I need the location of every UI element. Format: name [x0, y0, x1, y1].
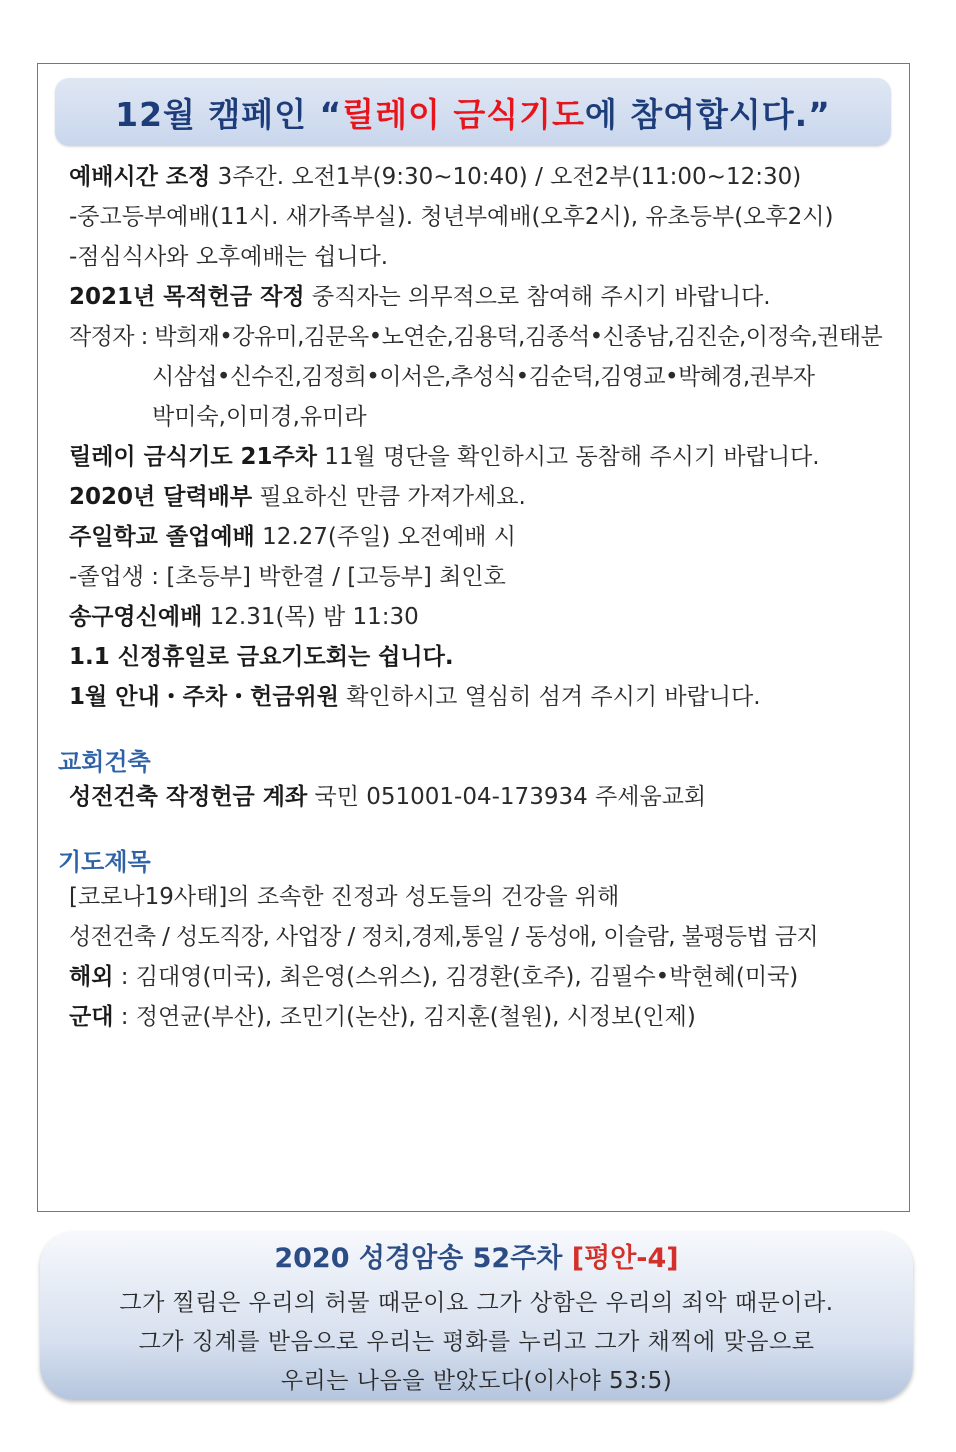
- prayer-line-overseas: 해외 : 김대영(미국), 최은영(스위스), 김경환(호주), 김필수•박현혜(미국): [69, 964, 799, 990]
- bulletin-frame: [37, 63, 910, 1212]
- notice-worship-youth: -중고등부예배(11시. 새가족부실). 청년부예배(오후2시), 유초등부(오후2시): [69, 204, 834, 230]
- notice-worship-lunch: -점심식사와 오후예배는 쉽니다.: [69, 244, 389, 270]
- notice-calendar: 2020년 달력배부 필요하신 만큼 가져가세요.: [69, 484, 526, 510]
- prayer-line-military: 군대 : 정연균(부산), 조민기(논산), 김지훈(철원), 시정보(인제): [69, 1004, 696, 1030]
- notice-graduation: 주일학교 졸업예배 12.27(주일) 오전예배 시: [69, 524, 517, 550]
- notice-offering-names-1: 작정자 : 박희재•강유미,김문옥•노연순,김용덕,김종석•신종남,김진순,이정숙,권태분: [69, 324, 883, 350]
- notice-worship-time: 예배시간 조정 3주간. 오전1부(9:30~10:40) / 오전2부(11:00~12:30): [69, 164, 802, 190]
- notice-january-staff: 1월 안내・주차・헌금위원 확인하시고 열심히 섬겨 주시기 바랍니다.: [69, 684, 761, 710]
- memory-verse-line: 그가 찔림은 우리의 허물 때문이요 그가 상함은 우리의 죄악 때문이라.: [119, 1290, 834, 1316]
- notice-offering-names-3: 박미숙,이미경,유미라: [152, 404, 367, 430]
- campaign-suffix: 에 참여합시다.”: [584, 94, 831, 134]
- prayer-line: [코로나19사태]의 조속한 진정과 성도들의 건강을 위해: [69, 884, 620, 910]
- campaign-highlight: 릴레이 금식기도: [342, 94, 585, 134]
- memory-verse-title: 2020 성경암송 52주차 [평안-4]: [274, 1243, 679, 1274]
- notice-graduates: -졸업생 : [초등부] 박한결 / [고등부] 최인호: [69, 564, 506, 590]
- prayer-heading: 기도제목: [58, 848, 151, 876]
- campaign-prefix: 12월 캠페인 “: [115, 94, 343, 134]
- notice-offering: 2021년 목적헌금 작정 중직자는 의무적으로 참여해 주시기 바랍니다.: [69, 284, 771, 310]
- building-account: 성전건축 작정헌금 계좌 국민 051001-04-173934 주세움교회: [69, 784, 707, 810]
- notice-holiday: 1.1 신정휴일로 금요기도회는 쉽니다.: [69, 644, 454, 670]
- memory-verse-line: 우리는 나음을 받았도다(이사야 53:5): [280, 1368, 673, 1394]
- campaign-banner: [55, 78, 891, 146]
- building-heading: 교회건축: [58, 748, 151, 776]
- memory-verse-ref: [평안-4]: [571, 1243, 679, 1274]
- memory-verse-line: 그가 징계를 받음으로 우리는 평화를 누리고 그가 채찍에 맞음으로: [138, 1329, 815, 1355]
- prayer-line: 성전건축 / 성도직장, 사업장 / 정치,경제,통일 / 동성애, 이슬람, 불평등법 금지: [69, 924, 819, 950]
- notice-relay-fasting: 릴레이 금식기도 21주차 11월 명단을 확인하시고 동참해 주시기 바랍니다.: [69, 444, 820, 470]
- notice-new-year-service: 송구영신예배 12.31(목) 밤 11:30: [69, 604, 419, 630]
- notice-offering-names-2: 시삼섭•신수진,김정희•이서은,추성식•김순덕,김영교•박혜경,권부자: [152, 364, 815, 390]
- memory-verse-box: [40, 1232, 913, 1400]
